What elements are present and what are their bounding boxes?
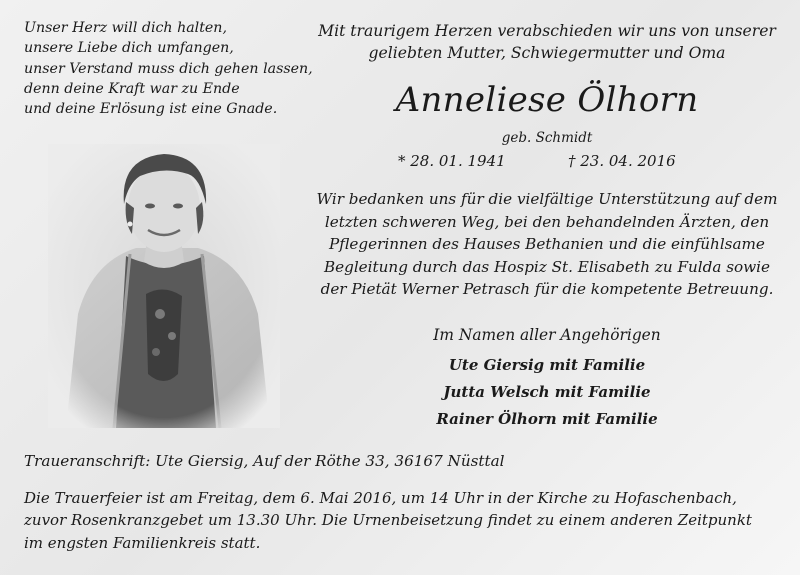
family-member: Rainer Ölhorn mit Familie	[436, 410, 658, 428]
ceremony-line: zuvor Rosenkranzgebet um 13.30 Uhr. Die Urnenbeisetzung findet zu einem anderen Zeitpunkt	[24, 511, 752, 530]
poem-line: und deine Erlösung ist eine Gnade.	[24, 101, 278, 118]
thanks-text	[308, 188, 786, 301]
family-member: Jutta Welsch mit Familie	[443, 383, 651, 401]
thanks-line: Begleitung durch das Hospiz St. Elisabeth zu Fulda sowie	[323, 257, 771, 276]
on-behalf-line: Im Namen aller Angehörigen	[433, 326, 661, 344]
thanks-line: Wir bedanken uns für die vielfältige Unterstützung auf dem	[316, 190, 778, 208]
poem-line: Unser Herz will dich halten,	[24, 20, 227, 36]
poem-line: denn deine Kraft war zu Ende	[24, 80, 240, 97]
poem-line: unser Verstand muss dich gehen lassen,	[24, 60, 313, 77]
death-date: † 23. 04. 2016	[568, 152, 676, 170]
intro-text	[312, 20, 782, 64]
ceremony-line: Die Trauerfeier ist am Freitag, dem 6. Mai 2016, um 14 Uhr in der Kirche zu Hofaschenbach,	[24, 489, 737, 507]
thanks-line: Pflegerinnen des Hauses Bethanien und die einfühlsame	[329, 235, 765, 254]
ceremony-details	[24, 487, 784, 554]
intro-line: geliebten Mutter, Schwiegermutter und Oma	[368, 44, 726, 62]
family-member: Ute Giersig mit Familie	[448, 356, 646, 374]
memorial-poem	[24, 18, 313, 119]
portrait-photo	[48, 144, 280, 428]
intro-line: Mit traurigem Herzen verabschieden wir uns von unserer	[318, 22, 776, 40]
ceremony-line: im engsten Familienkreis statt.	[24, 533, 261, 552]
thanks-line: letzten schweren Weg, bei den behandelnden Ärzten, den	[324, 212, 770, 231]
poem-line: unsere Liebe dich umfangen,	[24, 40, 234, 57]
deceased-name: Anneliese Ölhorn	[395, 80, 699, 120]
mourning-address: Traueranschrift: Ute Giersig, Auf der Röthe 33, 36167 Nüsttal	[24, 452, 505, 470]
thanks-line: der Pietät Werner Petrasch für die kompetente Betreuung.	[320, 280, 774, 299]
maiden-name: geb. Schmidt	[501, 130, 593, 146]
birth-date: * 28. 01. 1941	[398, 152, 506, 170]
